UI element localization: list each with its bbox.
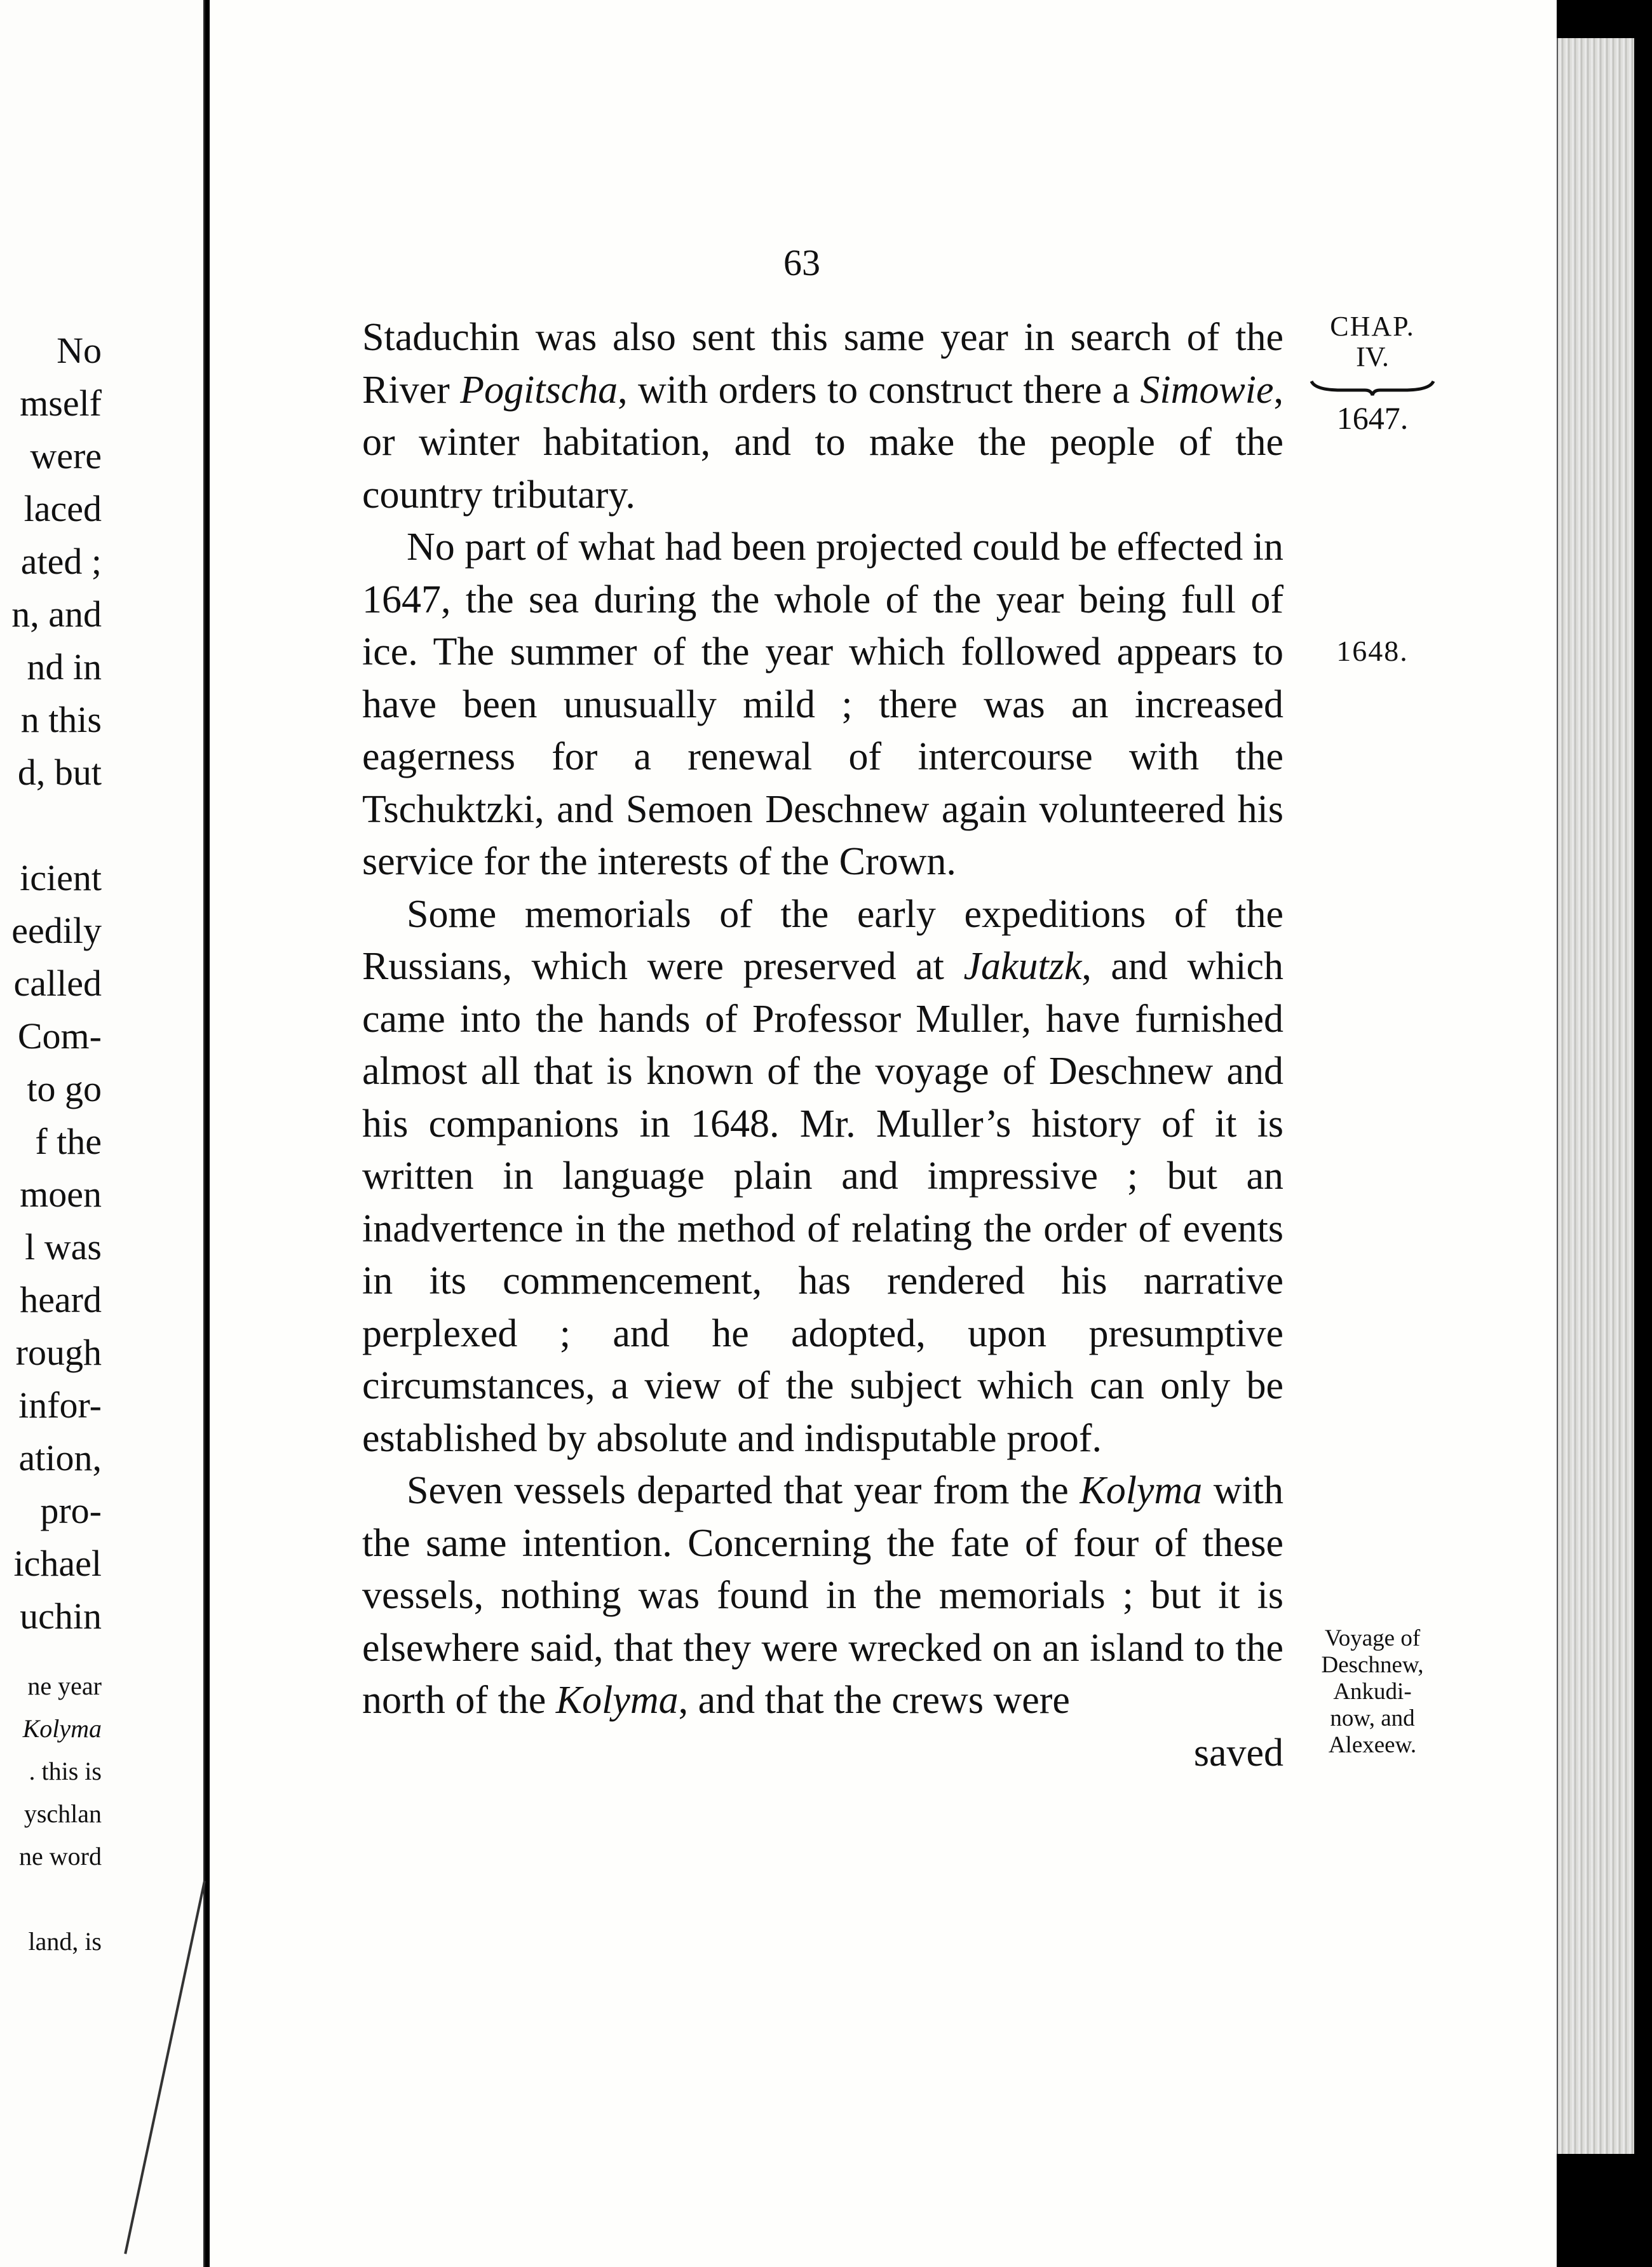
chapter-label: CHAP. — [1330, 311, 1415, 342]
paragraph-3-text-b: , and which came into the hands of Professor Muller, have furnished almost all that is known of the voyage of Deschnew and his companions in 1648. Mr. Muller’s history of it is written in language plain and impressive ; but an inadvertence in the method of relating the order of events in its commencement, has rendered his narrative perplexed ; and he adopted, upon presumptive circumstances, a view of the subject which can only be established by absolute and indisputable proof. — [362, 945, 1283, 1460]
term-simowie: Simowie — [1140, 368, 1274, 412]
left-fragment: eedily — [11, 910, 102, 951]
left-note: ne year — [27, 1672, 102, 1700]
left-note-gap — [0, 1878, 102, 1920]
chapter-heading-note — [1296, 311, 1449, 436]
paragraph-4 — [362, 1465, 1283, 1727]
left-fragment: n this — [20, 699, 102, 740]
paragraph-3-text-a: Some memorials of the early expeditions of the Russians, which were preserved at — [362, 892, 1283, 988]
left-fragment: l was — [25, 1226, 102, 1268]
left-note: Kolyma — [22, 1714, 102, 1743]
left-fragment-gap — [0, 799, 102, 851]
left-fragment: icient — [20, 857, 102, 898]
left-fragment: f the — [35, 1121, 102, 1162]
brace-icon — [1309, 377, 1436, 396]
paragraph-1-text-c: , or winter habitation, and to make the people of the country tributary. — [362, 368, 1283, 517]
left-note: yschlan — [24, 1799, 102, 1828]
left-fragment: laced — [24, 488, 102, 529]
left-fragment: n, and — [11, 593, 102, 635]
left-fragment: ichael — [13, 1543, 102, 1584]
left-note: land, is — [28, 1927, 102, 1956]
left-fragment: ated ; — [20, 541, 102, 582]
paragraph-1-text-a: Staduchin was also sent this same year in search of the River — [362, 316, 1283, 412]
place-name-kolyma-2: Kolyma — [555, 1679, 679, 1722]
page-stack-edge — [1557, 38, 1634, 2154]
paragraph-1-text-b: , with orders to construct there a — [618, 368, 1141, 412]
page-number: 63 — [783, 242, 820, 283]
place-name-kolyma: Kolyma — [1080, 1469, 1203, 1512]
left-fragment: mself — [20, 382, 102, 424]
left-fragment: heard — [20, 1279, 102, 1320]
left-note: ne word — [19, 1842, 102, 1871]
chapter-number: IV. — [1356, 341, 1389, 372]
left-fragment: rough — [15, 1332, 102, 1373]
left-fragment: nd in — [27, 646, 102, 687]
voyage-note-line: Voyage of — [1324, 1625, 1421, 1651]
left-fragment: No — [57, 330, 102, 371]
voyage-note-line: Deschnew, — [1321, 1652, 1424, 1678]
paragraph-2: No part of what had been projected could be effected in 1647, the sea during the whole of the year being full of ice. The summer of the year which followed appears to have been unusually mild ; there was an increased eagerness for a renewal of intercourse with the Tschuktzki, and Semoen Deschnew again volunteered his service for the interests of the Crown. — [362, 525, 1283, 883]
paragraph-4-text-c: , and that the crews were — [678, 1679, 1070, 1722]
left-fragment: ation, — [18, 1437, 102, 1479]
left-fragment: uchin — [20, 1595, 102, 1637]
body-text — [362, 311, 1283, 1779]
left-fragment: to go — [27, 1068, 102, 1109]
left-fragment: were — [30, 435, 102, 477]
paragraph-4-text-a: Seven vessels departed that year from the — [407, 1469, 1080, 1512]
left-fragment: Com- — [17, 1015, 102, 1057]
voyage-note-line: Ankudi- — [1333, 1679, 1412, 1705]
year-1647-note: 1647. — [1336, 400, 1409, 436]
left-page-footnote-fragments — [0, 1665, 102, 1963]
paragraph-3 — [362, 888, 1283, 1465]
paragraph-1 — [362, 311, 1283, 521]
left-fragment: d, but — [17, 752, 102, 793]
year-1648-note: 1648. — [1336, 635, 1409, 667]
voyage-note-line: now, and — [1330, 1705, 1415, 1731]
place-name-jakutzk: Jakutzk — [963, 945, 1082, 988]
left-facing-page — [0, 0, 205, 2267]
catchword: saved — [1193, 1731, 1283, 1775]
left-fragment: called — [13, 963, 102, 1004]
voyage-note-line: Alexeew. — [1328, 1732, 1417, 1758]
voyage-side-note — [1296, 1625, 1449, 1759]
left-fragment: moen — [20, 1174, 102, 1215]
left-page-text-fragments — [0, 324, 102, 1642]
left-fragment: infor- — [18, 1384, 102, 1426]
place-name-pogitscha: Pogitscha — [460, 368, 618, 412]
left-fragment: pro- — [40, 1490, 102, 1531]
paragraph-4-text-b: with the same intention. Concerning the fate of four of these vessels, nothing was found in the memorials ; but it is elsewhere said, that they were wrecked on an island to the north of the — [362, 1469, 1283, 1722]
left-note: . this is — [29, 1757, 102, 1785]
